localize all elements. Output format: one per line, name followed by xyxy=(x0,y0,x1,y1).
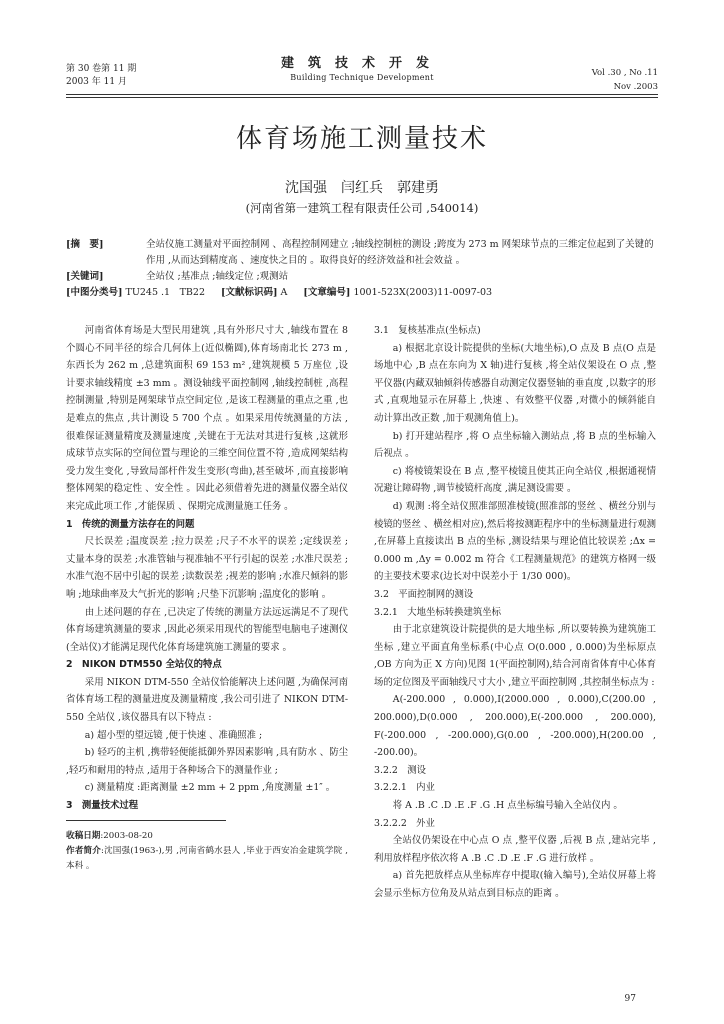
section-heading: 3.2.2 测设 xyxy=(374,764,426,776)
articleno-label: [文章编号] xyxy=(303,287,351,298)
clc-label: [中图分类号] xyxy=(66,287,123,298)
section-heading: 3.1 复核基准点(坐标点) xyxy=(374,325,481,336)
received-label: 收稿日期 xyxy=(66,830,101,841)
section-heading: 3 测量技术过程 xyxy=(66,800,139,812)
received-line xyxy=(66,829,348,844)
issue-date-en: Nov .2003 xyxy=(613,82,658,92)
body-paragraph: b) 打开建站程序 ,将 O 点坐标输入测站点 ,将 B 点的坐标输入后视点 。 xyxy=(374,430,656,460)
body-column-right xyxy=(374,322,656,903)
footnote-rule xyxy=(66,820,226,821)
section-heading: 3.2.2.1 内业 xyxy=(374,782,435,794)
header-rule xyxy=(66,94,658,95)
abstract-row xyxy=(66,237,658,269)
journal-name-cn: 建筑技术开发 xyxy=(280,56,443,71)
section-heading: 3.2.1 大地坐标转换建筑坐标 xyxy=(374,606,501,618)
body-paragraph: a) 超小型的望远镜 ,便于快速 、准确照准 ; xyxy=(84,729,263,741)
section-heading: 3.2.2.2 外业 xyxy=(374,817,435,829)
issue-info xyxy=(66,63,136,89)
section-heading: 3.2 平面控制网的测设 xyxy=(374,588,474,600)
body-paragraph: 由上述问题的存在 ,已决定了传统的测量方法远远满足不了现代体育场建筑测量的要求 ,因此必须采用现代的智能型电脑电子速测仪(全站仪)才能满足现代化体育场建筑施工测量的要求 。 xyxy=(66,606,348,653)
body-paragraph: A(-200.000 , 0.000),I(2000.000 , 0.000),C(200.00 , 200.000),D(0.000 , 200.000),E(-200.000 , 200.000), F(-200.000 , -200.000),G(0.00 , -200.000),H(200.00 , -200.00)。 xyxy=(374,694,656,759)
body-paragraph: d) 观测 :将全站仪照准部照准棱镜(照准部的竖丝 、横丝分别与棱镜的竖丝 、横丝相对应),然后将按测距程序中的坐标测量进行观测 ,在屏幕上直接读出 B 点的坐标 ,测设结果与理论值比较误差 ;Δx = 0.000 m ,Δy = 0.002 m 符合《工程测量规范》的建筑方格网一级的主要技术要求(边长对中误差小于 1/30 000)。 xyxy=(374,500,656,583)
page-number: 97 xyxy=(624,994,636,1004)
keywords-row xyxy=(66,269,658,285)
body-paragraph: a) 根据北京设计院提供的坐标(大地坐标),O 点及 B 点(O 点是场地中心 ,B 点在东向为 X 轴)进行复核 ,将全站仪架设在 O 点 ,整平仪器(内藏双轴倾斜传感器自动测定仪器竖轴的垂直度 ,以数字的形式 ,直观地显示在屏幕上 ,快速 、有效整平仪器 ,对微小的倾斜能自动计算出改正数 ,加于观测角值上)。 xyxy=(374,342,656,424)
body-paragraph: 全站仪仍架设在中心点 O 点 ,整平仪器 ,后视 B 点 ,建站完毕 ,利用放样程序依次将 A .B .C .D .E .F .G 进行放样 。 xyxy=(374,835,656,864)
journal-name-en: Building Technique Development xyxy=(290,73,434,82)
paper-title: 体育场施工测量技术 xyxy=(235,124,488,154)
articleno-value: 1001-523X(2003)11-0097-03 xyxy=(353,287,493,298)
body-paragraph: c) 将棱镜架设在 B 点 ,整平棱镜且使其正向全站仪 ,根据通视情况避让障碍物 ,调节棱镜杆高度 ,满足测设需要 。 xyxy=(374,465,656,495)
body-paragraph: a) 首先把放样点从坐标库存中提取(输入编号),全站仪屏幕上将会显示坐标方位角及从站点到目标点的距离 。 xyxy=(374,870,656,899)
section-heading: 2 NIKON DTM550 全站仪的特点 xyxy=(66,659,222,671)
section-heading: 1 传统的测量方法存在的问题 xyxy=(66,518,195,530)
body-paragraph: c) 测量精度 :距离测量 ±2 mm + 2 ppm ,角度测量 ±1″ 。 xyxy=(84,782,336,794)
body-paragraph: 采用 NIKON DTM-550 全站仪恰能解决上述问题 ,为确保河南省体育场工程的测量进度及测量精度 ,我公司引进了 NIKON DTM-550 全站仪 ,该仪器具有以下特点 : xyxy=(66,676,348,724)
author-bio-label: 作者简介 xyxy=(66,845,101,856)
paper-authors: 沈国强 闫红兵 郭建勇 xyxy=(285,180,439,196)
classification-row xyxy=(66,285,658,301)
author-bio: :沈国强(1963-),男 ,河南省鹤水县人 ,毕业于西安冶金建筑学院 ,本科 。 xyxy=(66,845,348,871)
doccode-label: [文献标识码] xyxy=(221,287,278,298)
body-paragraph: 尺长误差 ;温度误差 ;拉力误差 ;尺子不水平的误差 ;定线误差 ;丈量本身的误差 ;水准管轴与视准轴不平行引起的误差 ;水准尺误差 ;水准气泡不居中引起的误差 ;读数误差 ;视差的影响 ;水准尺倾斜的影响 ;地球曲率及大气折光的影响 ;尺垫下沉影响 ;温度化的影响 。 xyxy=(66,536,348,600)
body-column-left xyxy=(66,322,348,874)
body-paragraph: 由于北京建筑设计院提供的是大地坐标 ,所以要转换为建筑施工坐标 ,建立平面直角坐标系(中心点 O(0.000 , 0.000)为坐标原点 ,OB 方向为正 X 方向)见图 1(平面控制网),结合河南省体育中心体育场的定位图及平面轴线尺寸大小 ,建立平面控制网 ,其控制坐标点为 : xyxy=(374,624,656,688)
footnote xyxy=(66,829,348,874)
issue-info-en xyxy=(592,66,658,94)
issue-volume: 第 30 卷第 11 期 xyxy=(66,64,137,74)
doccode-value: A xyxy=(280,287,288,298)
body-paragraph: 河南省体育场是大型民用建筑 ,具有外形尺寸大 ,轴线布置在 8 个圆心不同半径的综合几何体上(近似椭圆),体育场南北长 273 m ,东西长为 262 m ,总建筑面积 69 153 m² ,建筑规模 5 万座位 ,设计要求轴线精度 ±3 mm 。测设轴线平面控制网 ,轴线控制桩 ,高程控制测量 ,特别是网架球节点空间定位 ,是该工程测量的重点之重 ,也是难点的焦点 ,共计测设 5 700 个点 。如果采用传统测量的方法 ,很难保证测量精度及测量速度 ,关键在于无法对其进行复核 ,这就形成球节点实际的空间位置与理论的三维空间位置不符 ,造成网架结构受力发生变化 ,导致局部杆件发生变形(弯曲),甚至破坏 ,而直接影响整体网架的稳定性 、安全性 。因此必须借着先进的测量仪器全站仪来完成此项工作 ,才能保质 、保期完成测量施工任务 。 xyxy=(66,325,348,512)
body-paragraph: 将 A .B .C .D .E .F .G .H 点坐标编号输入全站仪内 。 xyxy=(392,800,623,812)
abstract-text: 全站仪施工测量对平面控制网 、高程控制网建立 ;轴线控制桩的测设 ;跨度为 273 m 网架球节点的三维定位起到了关键的作用 ,从而达到精度高 、速度快之目的 。取得良好的经济效益和社会效益 。 xyxy=(146,239,654,266)
body-paragraph: b) 轻巧的主机 ,携带轻便能抵御外界因素影响 ,具有防水 、防尘 ,轻巧和耐用的特点 ,适用于各种场合下的测量作业 ; xyxy=(66,747,348,776)
journal-name xyxy=(232,52,492,82)
author-bio-line xyxy=(66,844,348,874)
abstract-block xyxy=(66,237,658,301)
keywords-text: 全站仪 ;基准点 ;轴线定位 ;观测站 xyxy=(146,271,289,282)
received-date: :2003-08-20 xyxy=(100,830,153,841)
abstract-label: [摘 要] xyxy=(66,239,104,250)
keywords-label: [关键词] xyxy=(66,271,104,282)
header-rule-thin xyxy=(66,97,658,98)
issue-date: 2003 年 11 月 xyxy=(66,77,127,87)
clc-value: TU245 .1 TB22 xyxy=(125,287,205,298)
paper-affiliation: (河南省第一建筑工程有限责任公司 ,540014) xyxy=(245,201,479,215)
issue-volume-en: Vol .30 , No .11 xyxy=(591,68,658,78)
